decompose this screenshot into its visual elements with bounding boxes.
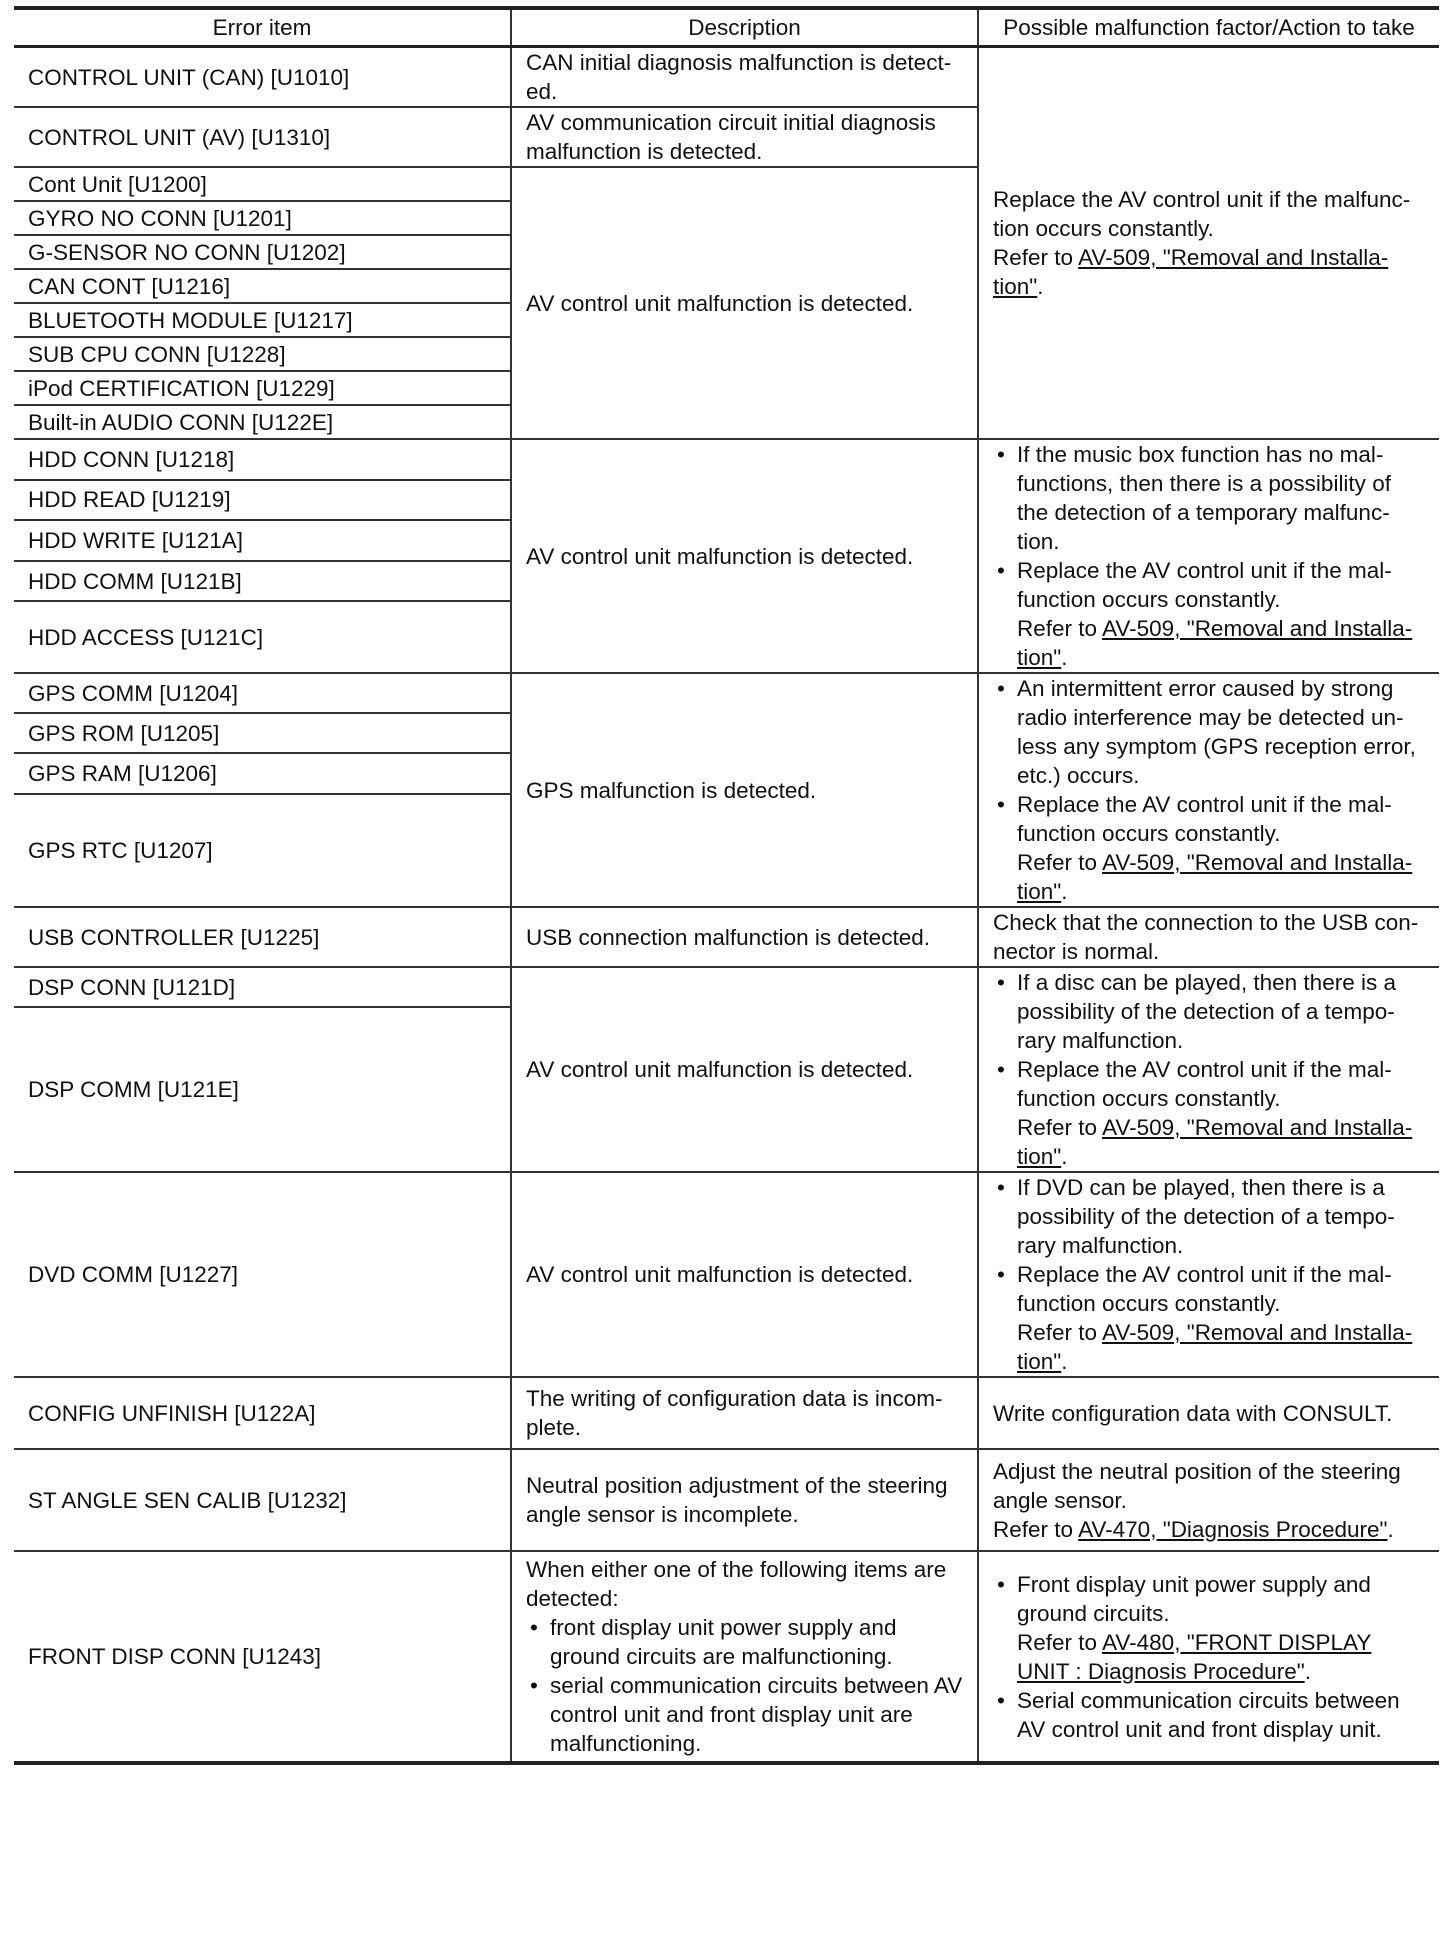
error-item: HDD CONN [U1218] xyxy=(14,439,511,480)
punctuation: . xyxy=(1037,274,1044,299)
refer-label: Refer to xyxy=(1017,1115,1098,1140)
list-item: • An intermittent error caused by strong radio interference may be detected un-less any symptom (GPS reception error, etc.) occurs. xyxy=(993,674,1425,790)
error-item: Built-in AUDIO CONN [U122E] xyxy=(14,405,511,439)
list-item: • Serial communication circuits between AV control unit and front display unit. xyxy=(993,1686,1425,1744)
error-item: DVD COMM [U1227] xyxy=(14,1172,511,1377)
action-cell xyxy=(978,1449,1439,1551)
description: AV communication circuit initial diagnosis malfunction is detected. xyxy=(511,107,978,167)
punctuation: . xyxy=(1061,1144,1068,1169)
list-item: • front display unit power supply and ground circuits are malfunctioning. xyxy=(526,1613,963,1671)
action-cell xyxy=(978,673,1439,907)
description: GPS malfunction is detected. xyxy=(511,673,978,907)
table-row xyxy=(14,1172,1439,1377)
error-item-table xyxy=(14,6,1439,1765)
error-item: HDD ACCESS [U121C] xyxy=(14,601,511,673)
table-row xyxy=(14,967,1439,1007)
action-cell xyxy=(978,47,1439,440)
description: AV control unit malfunction is detected. xyxy=(511,439,978,673)
reference-link[interactable]: AV-509, "Removal and Installa-tion" xyxy=(1017,1320,1413,1374)
refer-label: Refer to xyxy=(993,1516,1074,1542)
action-list xyxy=(993,674,1425,906)
refer-label: Refer to xyxy=(1017,850,1098,875)
list-item xyxy=(993,1055,1425,1171)
punctuation: . xyxy=(1061,1349,1068,1374)
error-item: CONFIG UNFINISH [U122A] xyxy=(14,1377,511,1449)
action-text: • Replace the AV control unit if the mal-function occurs constantly. xyxy=(1017,792,1392,846)
error-item: GYRO NO CONN [U1201] xyxy=(14,201,511,235)
error-item: BLUETOOTH MODULE [U1217] xyxy=(14,303,511,337)
punctuation: . xyxy=(1061,879,1068,904)
error-item: CONTROL UNIT (AV) [U1310] xyxy=(14,107,511,167)
error-item: CONTROL UNIT (CAN) [U1010] xyxy=(14,47,511,108)
punctuation: . xyxy=(1304,1658,1311,1684)
description: AV control unit malfunction is detected. xyxy=(511,967,978,1172)
list-item xyxy=(993,556,1425,672)
action-cell xyxy=(978,967,1439,1172)
error-item: ST ANGLE SEN CALIB [U1232] xyxy=(14,1449,511,1551)
action-text: Adjust the neutral position of the steering angle sensor. xyxy=(993,1458,1401,1513)
reference-link[interactable]: AV-509, "Removal and Installa-tion" xyxy=(993,245,1389,299)
list-item xyxy=(993,1570,1425,1686)
error-item: HDD COMM [U121B] xyxy=(14,561,511,602)
table-row xyxy=(14,907,1439,967)
action-cell xyxy=(978,439,1439,673)
error-item: SUB CPU CONN [U1228] xyxy=(14,337,511,371)
error-item: GPS ROM [U1205] xyxy=(14,713,511,753)
list-item: • If the music box function has no mal-functions, then there is a possibility of the detection of a temporary malfunc-tion. xyxy=(993,440,1425,556)
error-item: USB CONTROLLER [U1225] xyxy=(14,907,511,967)
table-row xyxy=(14,439,1439,480)
description xyxy=(511,1551,978,1763)
error-item: iPod CERTIFICATION [U1229] xyxy=(14,371,511,405)
action-text: • Replace the AV control unit if the mal-function occurs constantly. xyxy=(1017,1262,1392,1316)
description-intro: When either one of the following items are detected: xyxy=(526,1557,947,1611)
col-header-error-item: Error item xyxy=(14,8,511,47)
table-row xyxy=(14,1377,1439,1449)
reference-link[interactable]: AV-509, "Removal and Installa-tion" xyxy=(1017,850,1413,904)
description: AV control unit malfunction is detected. xyxy=(511,167,978,439)
list-item xyxy=(993,1260,1425,1376)
table-row xyxy=(14,47,1439,108)
refer-label: Refer to xyxy=(1017,1629,1098,1655)
col-header-description: Description xyxy=(511,8,978,47)
action-text: Replace the AV control unit if the malfunc-tion occurs constantly. xyxy=(993,187,1411,241)
error-item: DSP COMM [U121E] xyxy=(14,1007,511,1172)
list-item xyxy=(993,790,1425,906)
action-cell xyxy=(978,1172,1439,1377)
punctuation: . xyxy=(1387,1516,1394,1542)
col-header-action: Possible malfunction factor/Action to take xyxy=(978,8,1439,47)
error-item: CAN CONT [U1216] xyxy=(14,269,511,303)
action-cell: Write configuration data with CONSULT. xyxy=(978,1377,1439,1449)
list-item: • serial communication circuits between AV control unit and front display unit are malfunctioning. xyxy=(526,1671,963,1758)
error-item: HDD READ [U1219] xyxy=(14,480,511,521)
error-item: Cont Unit [U1200] xyxy=(14,167,511,201)
list-item: • If a disc can be played, then there is a possibility of the detection of a tempo-rary malfunction. xyxy=(993,968,1425,1055)
action-cell xyxy=(978,1551,1439,1763)
error-item: FRONT DISP CONN [U1243] xyxy=(14,1551,511,1763)
action-text: • Replace the AV control unit if the mal-function occurs constantly. xyxy=(1017,558,1392,612)
action-text: • Replace the AV control unit if the mal-function occurs constantly. xyxy=(1017,1057,1392,1111)
description: Neutral position adjustment of the steering angle sensor is incomplete. xyxy=(511,1449,978,1551)
list-item: • If DVD can be played, then there is a possibility of the detection of a tempo-rary malfunction. xyxy=(993,1173,1425,1260)
table-row xyxy=(14,1449,1439,1551)
refer-label: Refer to xyxy=(993,245,1074,270)
punctuation: . xyxy=(1061,645,1068,670)
refer-label: Refer to xyxy=(1017,1320,1098,1345)
reference-link[interactable]: AV-509, "Removal and Installa-tion" xyxy=(1017,616,1413,670)
error-item: GPS RAM [U1206] xyxy=(14,753,511,793)
action-list xyxy=(993,1570,1425,1744)
error-item: GPS RTC [U1207] xyxy=(14,794,511,907)
reference-link[interactable]: AV-470, "Diagnosis Procedure" xyxy=(1078,1516,1388,1542)
action-list xyxy=(993,440,1425,672)
table-header-row xyxy=(14,8,1439,47)
description: USB connection malfunction is detected. xyxy=(511,907,978,967)
description: CAN initial diagnosis malfunction is detect-ed. xyxy=(511,47,978,108)
error-item: G-SENSOR NO CONN [U1202] xyxy=(14,235,511,269)
description: AV control unit malfunction is detected. xyxy=(511,1172,978,1377)
action-cell: Check that the connection to the USB con-nector is normal. xyxy=(978,907,1439,967)
table-row xyxy=(14,1551,1439,1763)
reference-link[interactable]: AV-480, "FRONT DISPLAY UNIT : Diagnosis Procedure" xyxy=(1017,1629,1372,1684)
error-item: GPS COMM [U1204] xyxy=(14,673,511,713)
action-text: • Front display unit power supply and ground circuits. xyxy=(1017,1571,1371,1626)
action-list xyxy=(993,968,1425,1171)
error-item: DSP CONN [U121D] xyxy=(14,967,511,1007)
reference-link[interactable]: AV-509, "Removal and Installa-tion" xyxy=(1017,1115,1413,1169)
table-row xyxy=(14,673,1439,713)
refer-label: Refer to xyxy=(1017,616,1098,641)
description: The writing of configuration data is incom-plete. xyxy=(511,1377,978,1449)
error-item: HDD WRITE [U121A] xyxy=(14,520,511,561)
description-list xyxy=(526,1613,963,1758)
action-list xyxy=(993,1173,1425,1376)
